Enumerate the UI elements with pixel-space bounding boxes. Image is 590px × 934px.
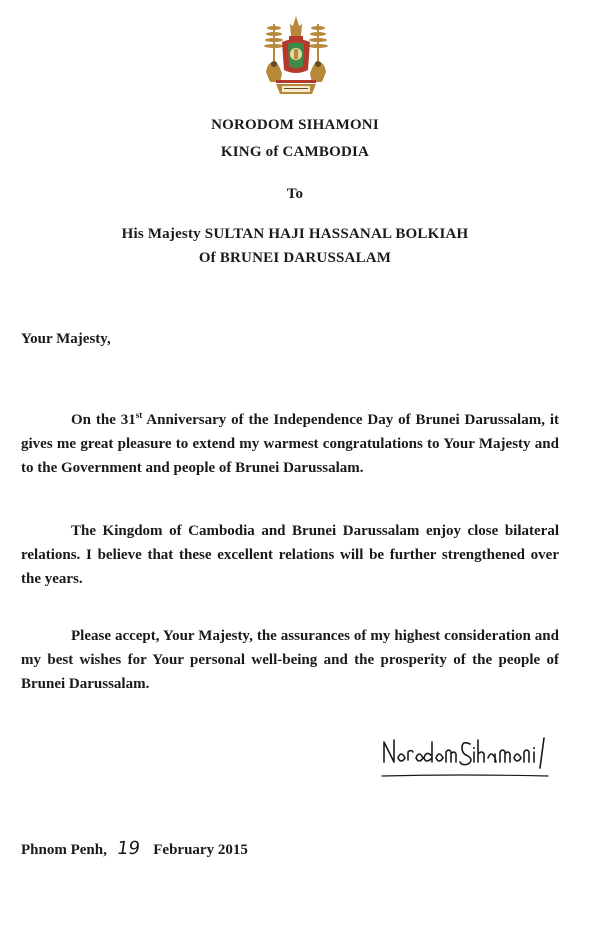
sender-title: KING of CAMBODIA — [220, 144, 370, 160]
place: Phnom Penh, — [21, 842, 107, 858]
paragraph-1 — [21, 408, 559, 480]
place-date-line — [21, 838, 248, 859]
month-year: February 2015 — [153, 842, 248, 858]
paragraph-1-start: On the 31 — [71, 412, 136, 428]
handwritten-day: 19 — [115, 838, 141, 859]
ordinal-suffix: st — [135, 410, 143, 420]
to-label: To — [286, 186, 304, 202]
paragraph-3: Please accept, Your Majesty, the assurances of my highest consideration and my best wishes for Your personal well-being and the prosperity of the people of Brunei Darussalam. — [21, 628, 559, 692]
sender-name: NORODOM SIHAMONI — [211, 117, 379, 133]
recipient-name: His Majesty SULTAN HAJI HASSANAL BOLKIAH — [121, 226, 469, 242]
paragraph-1-rest: Anniversary of the Independence Day of Brunei Darussalam, it gives me great pleasure to extend my warmest congratulations to Your Majesty and to the Government and people of Brunei Darussalam. — [21, 412, 559, 476]
royal-coat-of-arms-icon — [262, 14, 330, 102]
recipient-country: Of BRUNEI DARUSSALAM — [198, 250, 392, 266]
handwritten-signature — [378, 728, 556, 786]
paragraph-2: The Kingdom of Cambodia and Brunei Darussalam enjoy close bilateral relations. I believe that these excellent relations will be further strengthened over the years. — [21, 523, 559, 587]
salutation: Your Majesty, — [21, 331, 111, 347]
